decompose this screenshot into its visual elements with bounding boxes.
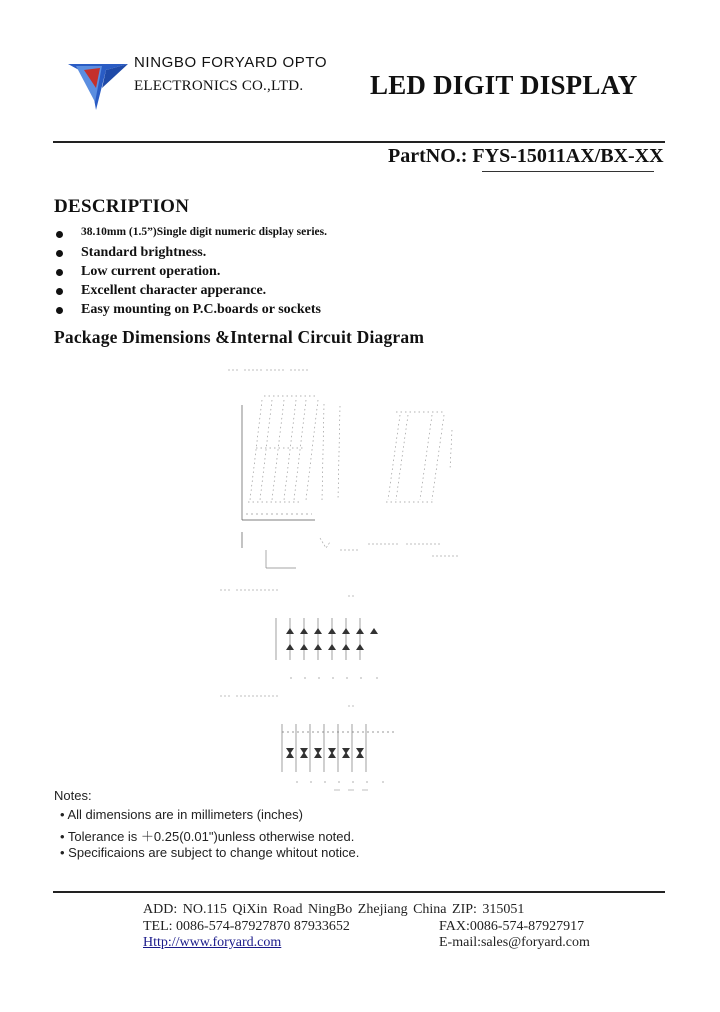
company-name-line1: NINGBO FORYARD OPTO xyxy=(134,54,328,71)
feature-text: Easy mounting on P.C.boards or sockets xyxy=(81,302,321,317)
bullet-icon xyxy=(56,269,63,276)
note-item: • All dimensions are in millimeters (inches) xyxy=(60,807,303,822)
document-title: LED DIGIT DISPLAY xyxy=(370,70,638,100)
company-address: ADD: NO.115 QiXin Road NingBo Zhejiang China ZIP: 315051 xyxy=(143,902,525,917)
part-number-underline xyxy=(482,171,654,172)
company-email: E-mail:sales@foryard.com xyxy=(439,935,590,950)
notes-block xyxy=(54,788,359,864)
package-heading: Package Dimensions &Internal Circuit Diagram xyxy=(54,327,425,347)
feature-text: Excellent character apperance. xyxy=(81,283,267,298)
company-fax: FAX:0086-574-87927917 xyxy=(439,919,585,934)
bullet-icon xyxy=(56,288,63,295)
feature-text: Standard brightness. xyxy=(81,245,207,260)
bullet-icon xyxy=(56,307,63,314)
package-dimension-drawing-icon xyxy=(200,360,480,800)
part-number: PartNO.: FYS-15011AX/BX-XX xyxy=(388,145,664,167)
notes-title: Notes: xyxy=(54,788,92,803)
feature-text: 38.10mm (1.5”)Single digit numeric display series. xyxy=(81,226,327,238)
note-item: • Tolerance is ＋0.25(0.01")unless otherwise noted. xyxy=(60,829,355,844)
company-name-line2: ELECTRONICS CO.,LTD. xyxy=(134,78,304,94)
bullet-icon xyxy=(56,231,63,238)
feature-item xyxy=(54,226,327,245)
company-telephone: TEL: 0086-574-87927870 87933652 xyxy=(143,919,350,934)
note-item: • Specificaions are subject to change whitout notice. xyxy=(60,845,360,860)
feature-text: Low current operation. xyxy=(81,264,221,279)
description-heading: DESCRIPTION xyxy=(54,196,190,217)
feature-item xyxy=(54,264,327,283)
header-divider xyxy=(53,141,665,143)
footer-divider xyxy=(53,891,665,893)
feature-item xyxy=(54,245,327,264)
bullet-icon xyxy=(56,250,63,257)
feature-list xyxy=(54,226,327,321)
feature-item xyxy=(54,302,327,321)
feature-item xyxy=(54,283,327,302)
website-link[interactable]: Http://www.foryard.com xyxy=(143,935,282,950)
foryard-logo-icon xyxy=(66,58,130,114)
